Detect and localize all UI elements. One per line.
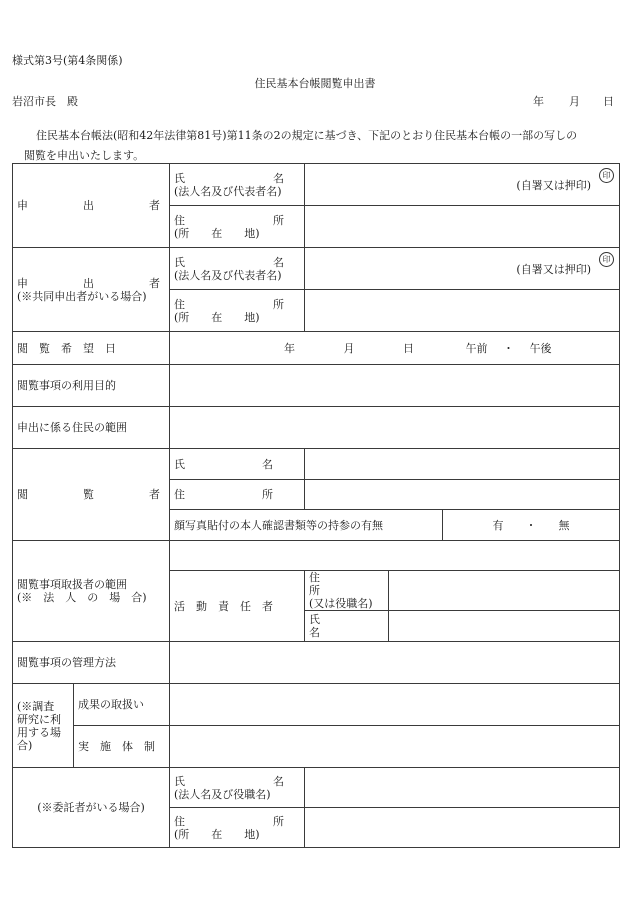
- applicant-name-field[interactable]: [305, 164, 620, 206]
- am-option[interactable]: 午前: [465, 341, 488, 355]
- signature-note: (自署又は押印): [516, 178, 591, 192]
- management-field[interactable]: [170, 642, 620, 684]
- applicant-label: 申 出 者: [13, 164, 170, 248]
- research-label: (※調査 研究に利 用する場 合): [13, 684, 74, 768]
- addressee: 岩沼市長 殿: [12, 95, 78, 108]
- purpose-label: 閲覧事項の利用目的: [13, 365, 170, 407]
- purpose-field[interactable]: [170, 365, 620, 407]
- application-table: [12, 163, 620, 848]
- delegator-label: (※委託者がいる場合): [13, 768, 170, 848]
- date-year-label: 年: [533, 95, 544, 108]
- co-applicant-address-field[interactable]: [305, 290, 620, 332]
- desired-date-field[interactable]: [170, 332, 620, 365]
- activity-lead-name-label: 氏 名: [305, 611, 389, 642]
- viewer-name-label: 氏 名: [170, 449, 305, 480]
- co-applicant-name-field[interactable]: [305, 248, 620, 290]
- am-pm-separator: ・: [503, 341, 514, 355]
- results-field[interactable]: [170, 684, 620, 726]
- id-check-label: 顔写真貼付の本人確認書類等の持参の有無: [170, 510, 443, 541]
- delegator-name-field[interactable]: [305, 768, 620, 808]
- management-label: 閲覧事項の管理方法: [13, 642, 170, 684]
- system-label: 実 施 体 制: [74, 726, 170, 768]
- handlers-field[interactable]: [170, 541, 620, 571]
- viewer-address-label: 住 所: [170, 480, 305, 510]
- viewer-name-field[interactable]: [305, 449, 620, 480]
- seal-mark: 印: [599, 168, 614, 183]
- delegator-address-label: 住 所 (所 在 地): [170, 808, 305, 848]
- activity-lead-label: 活 動 責 任 者: [170, 571, 305, 642]
- intro-line-1: 住民基本台帳法(昭和42年法律第81号)第11条の2の規定に基づき、下記のとおり住民基本台帳の一部の写しの: [36, 129, 578, 142]
- form-title: 住民基本台帳閲覧申出書: [254, 77, 376, 90]
- co-applicant-name-label: 氏 名 (法人名及び代表者名): [170, 248, 305, 290]
- system-field[interactable]: [170, 726, 620, 768]
- id-check-field[interactable]: 有 ・ 無: [443, 510, 620, 541]
- applicant-address-label: 住 所 (所 在 地): [170, 206, 305, 248]
- pm-option[interactable]: 午後: [529, 341, 552, 355]
- applicant-address-field[interactable]: [305, 206, 620, 248]
- desired-date-label: 閲 覧 希 望 日: [13, 332, 170, 365]
- intro-line-2: 閲覧を申出いたします。: [24, 149, 145, 162]
- date-day-label: 日: [603, 95, 614, 108]
- form-number: 様式第3号(第4条関係): [12, 54, 123, 67]
- scope-field[interactable]: [170, 407, 620, 449]
- seal-mark: 印: [599, 252, 614, 267]
- activity-lead-name-field[interactable]: [389, 611, 620, 642]
- activity-lead-address-label: 住 所 (又は役職名): [305, 571, 389, 611]
- results-label: 成果の取扱い: [74, 684, 170, 726]
- viewer-address-field[interactable]: [305, 480, 620, 510]
- date-year-mark: 年: [284, 341, 295, 355]
- signature-note: (自署又は押印): [516, 262, 591, 276]
- co-applicant-label: 申 出 者 (※共同申出者がいる場合): [13, 248, 170, 332]
- date-month-label: 月: [569, 95, 580, 108]
- scope-label: 申出に係る住民の範囲: [13, 407, 170, 449]
- activity-lead-address-field[interactable]: [389, 571, 620, 611]
- date-month-mark: 月: [343, 341, 355, 355]
- viewer-label: 閲 覧 者: [13, 449, 170, 541]
- handlers-label: 閲覧事項取扱者の範囲 (※ 法 人 の 場 合): [13, 541, 170, 642]
- date-day-mark: 日: [403, 341, 414, 355]
- applicant-name-label: 氏 名 (法人名及び代表者名): [170, 164, 305, 206]
- delegator-address-field[interactable]: [305, 808, 620, 848]
- delegator-name-label: 氏 名 (法人名及び役職名): [170, 768, 305, 808]
- co-applicant-address-label: 住 所 (所 在 地): [170, 290, 305, 332]
